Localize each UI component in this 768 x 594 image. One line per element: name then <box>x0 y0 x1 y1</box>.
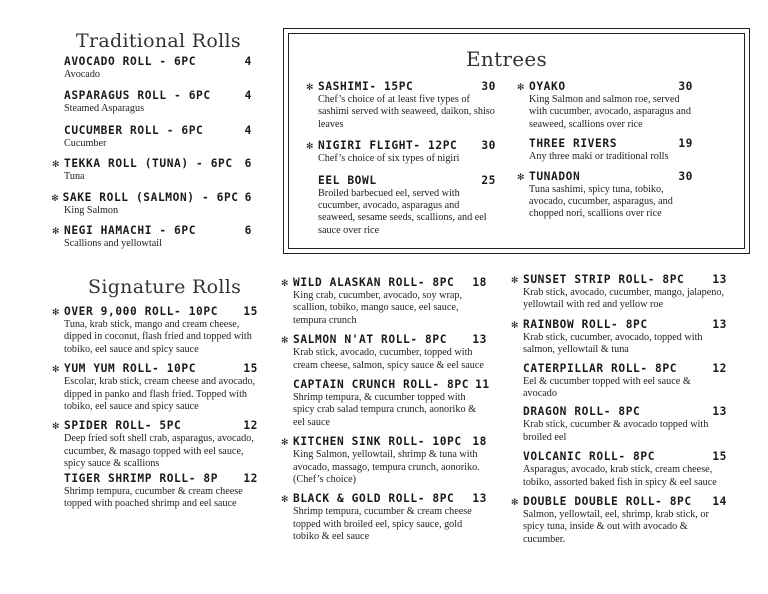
menu-item-header <box>517 169 693 184</box>
signature-col2-list <box>281 275 490 544</box>
menu-item-description: Shrimp tempura, cucumber & cream cheese topped with broiled eel, spicy sauce, gold tobiko & eel sauce <box>293 506 472 543</box>
menu-item-header <box>511 494 727 509</box>
menu-item <box>293 377 490 429</box>
asterisk-star-icon: ✻ <box>517 80 525 93</box>
menu-item-price: 6 <box>244 157 252 171</box>
menu-item-header <box>64 123 252 138</box>
menu-item-price: 14 <box>712 495 727 509</box>
menu-item <box>281 491 487 543</box>
menu-item <box>318 173 496 238</box>
menu-item-description: Krab stick, cucumber, avocado, topped with salmon, yellowtail & tuna <box>523 331 703 356</box>
menu-item-header <box>523 404 727 419</box>
asterisk-star-icon: ✻ <box>306 80 314 93</box>
menu-item-description: Eel & cucumber topped with eel sauce & avocado <box>523 375 691 400</box>
menu-item-name: OYAKO <box>529 80 566 93</box>
asterisk-star-icon: ✻ <box>281 333 289 347</box>
menu-item-name: TUNADON <box>529 169 581 183</box>
menu-item-header <box>64 471 258 486</box>
menu-item-price: 30 <box>678 169 693 183</box>
menu-item-price: 30 <box>481 80 496 93</box>
menu-item <box>523 449 727 489</box>
traditional-rolls-title: Traditional Rolls <box>76 30 241 52</box>
signature-col3-list <box>511 272 727 546</box>
menu-item-header <box>64 88 252 103</box>
menu-item-description: Any three maki or traditional rolls <box>529 151 669 163</box>
menu-item <box>64 54 252 81</box>
asterisk-star-icon: ✻ <box>52 305 60 318</box>
menu-item <box>281 434 487 486</box>
menu-item-price: 18 <box>472 276 487 289</box>
asterisk-star-icon: ✻ <box>511 273 519 286</box>
menu-item-price: 13 <box>712 405 727 419</box>
menu-item-name: SAKE ROLL (SALMON) - 6PC <box>62 190 239 204</box>
menu-item-price: 6 <box>244 190 252 204</box>
asterisk-star-icon: ✻ <box>511 495 519 509</box>
menu-item-name: BLACK & GOLD ROLL- 8PC <box>293 492 455 506</box>
menu-item-description: King Salmon and salmon roe, served with cucumber, avocado, asparagus and seaweed, scallions over rice <box>529 94 691 130</box>
asterisk-star-icon: ✻ <box>281 435 289 449</box>
asterisk-star-icon: ✻ <box>52 362 60 376</box>
traditional-rolls-list <box>51 54 252 250</box>
menu-item-description: King Salmon, yellowtail, shrimp & tuna with avocado, massago, tempura crunch, aonoriko. (Chef’s choice) <box>293 449 480 486</box>
menu-item-name: RAINBOW ROLL- 8PC <box>523 317 648 331</box>
menu-item <box>52 304 258 356</box>
menu-item-name: SASHIMI- 15PC <box>318 80 414 93</box>
menu-item-header <box>281 275 487 290</box>
menu-item-price: 30 <box>678 80 693 93</box>
menu-item-name: SPIDER ROLL- 5PC <box>64 419 182 433</box>
menu-item-price: 13 <box>712 273 727 286</box>
menu-item-header <box>306 138 496 153</box>
menu-item <box>64 88 252 115</box>
menu-item-header <box>517 79 693 94</box>
menu-item-description: Escolar, krab stick, cream cheese and avocado, dipped in panko and flash fried. Topped with tobiko, eel sauce and spicy sauce <box>64 376 256 413</box>
menu-item-name: VOLCANIC ROLL- 8PC <box>523 450 656 464</box>
menu-item-header <box>52 223 252 238</box>
menu-item-header <box>293 377 490 392</box>
entrees-title: Entrees <box>466 47 548 71</box>
menu-item-name: EEL BOWL <box>318 173 377 187</box>
menu-item-price: 15 <box>712 450 727 464</box>
menu-item-header <box>52 418 258 433</box>
menu-item-name: THREE RIVERS <box>529 137 618 151</box>
menu-item-price: 15 <box>243 305 258 318</box>
menu-item-description: Krab stick, cucumber & avocado topped with broiled eel <box>523 419 709 443</box>
menu-item-header <box>281 434 487 449</box>
menu-item-price: 25 <box>481 173 496 187</box>
menu-item <box>306 138 496 165</box>
menu-item-price: 12 <box>243 419 258 433</box>
menu-item-description: Krab stick, avocado, cucumber, topped with cream cheese, salmon, spicy sauce & eel sauce <box>293 347 484 371</box>
asterisk-star-icon: ✻ <box>52 157 60 171</box>
menu-item <box>511 317 727 357</box>
menu-item-name: DRAGON ROLL- 8PC <box>523 405 641 419</box>
menu-item-description: King Salmon <box>64 204 119 216</box>
menu-item-price: 6 <box>244 224 252 238</box>
menu-item <box>64 471 258 511</box>
menu-item-name: SALMON N'AT ROLL- 8PC <box>293 333 448 347</box>
menu-item <box>523 404 727 444</box>
menu-item <box>511 494 727 546</box>
signature-rolls-title: Signature Rolls <box>88 276 242 298</box>
menu-item-name: TIGER SHRIMP ROLL- 8P <box>64 471 219 485</box>
menu-item-header <box>281 491 487 506</box>
menu-item-description: Deep fried soft shell crab, asparagus, avocado, cucumber, & masago topped with eel sauce, spicy sauce & scallions <box>64 433 254 470</box>
entrees-right-list <box>517 79 693 221</box>
menu-item <box>52 156 252 183</box>
asterisk-star-icon: ✻ <box>306 139 314 153</box>
menu-item-price: 4 <box>244 123 252 137</box>
menu-item-price: 13 <box>712 317 727 331</box>
menu-item-description: Shrimp tempura, cucumber & cream cheese topped with poached shrimp and eel sauce <box>64 485 243 510</box>
menu-item-price: 13 <box>472 333 487 347</box>
menu-item-description: Cucumber <box>64 137 107 149</box>
menu-item-header <box>511 272 727 287</box>
menu-item-name: SUNSET STRIP ROLL- 8PC <box>523 273 685 286</box>
menu-item-price: 12 <box>243 471 258 485</box>
menu-item-description: Steamed Asparagus <box>64 103 145 115</box>
menu-item <box>523 361 727 401</box>
menu-item-price: 4 <box>244 89 252 103</box>
menu-item-name: DOUBLE DOUBLE ROLL- 8PC <box>523 495 692 509</box>
menu-item-name: AVOCADO ROLL - 6PC <box>64 55 197 68</box>
menu-item-description: Asparagus, avocado, krab stick, cream cheese, tobiko, assorted baked fish in spicy & eel sauce <box>523 464 717 488</box>
menu-item <box>511 272 727 312</box>
menu-item-header <box>529 136 693 151</box>
menu-item-header <box>511 317 727 332</box>
menu-item-price: 30 <box>481 139 496 153</box>
menu-item-header <box>52 156 252 171</box>
menu-item-price: 13 <box>472 492 487 506</box>
menu-item-price: 19 <box>678 137 693 151</box>
menu-item-header <box>523 449 727 464</box>
menu-item-name: CATERPILLAR ROLL- 8PC <box>523 361 678 375</box>
asterisk-star-icon: ✻ <box>281 492 289 506</box>
menu-item-name: CUCUMBER ROLL - 6PC <box>64 123 204 137</box>
menu-item-description: Tuna <box>64 171 85 183</box>
menu-item <box>51 190 252 217</box>
menu-item-header <box>523 361 727 376</box>
menu-item <box>52 223 252 250</box>
menu-item-name: TEKKA ROLL (TUNA) - 6PC <box>64 157 233 171</box>
menu-item-header <box>64 54 252 69</box>
menu-item-header <box>51 190 252 205</box>
menu-item-description: Shrimp tempura, & cucumber topped with spicy crab salad tempura crunch, aonoriko & eel sauce <box>293 392 477 428</box>
menu-item-name: NIGIRI FLIGHT- 12PC <box>318 139 458 153</box>
menu-item <box>281 275 487 327</box>
menu-item <box>306 79 496 131</box>
menu-item <box>517 79 693 131</box>
menu-item <box>64 123 252 150</box>
asterisk-star-icon: ✻ <box>52 224 60 238</box>
asterisk-star-icon: ✻ <box>52 419 60 433</box>
menu-item-header <box>318 173 496 188</box>
entrees-left-list <box>306 79 496 237</box>
menu-item-name: WILD ALASKAN ROLL- 8PC <box>293 276 455 289</box>
menu-item-description: Salmon, yellowtail, eel, shrimp, krab stick, or spicy tuna, inside & out with avocado & cucumber. <box>523 509 709 545</box>
menu-item <box>281 332 487 372</box>
menu-item-header <box>52 361 258 376</box>
menu-item-header <box>281 332 487 347</box>
menu-item-description: Tuna, krab stick, mango and cream cheese, dipped in coconut, flash fried and topped with tobiko, eel sauce and spicy sauce <box>64 319 252 355</box>
signature-col1-list <box>52 304 258 510</box>
menu-item-price: 18 <box>472 435 487 449</box>
menu-item-description: Chef’s choice of at least five types of sashimi served with seaweed, daikon, shiso leaves <box>318 94 495 130</box>
menu-item-description: Krab stick, avocado, cucumber, mango, jalapeno, yellowtail with red and yellow roe <box>523 287 725 311</box>
menu-item-name: YUM YUM ROLL- 10PC <box>64 362 197 376</box>
menu-item-price: 15 <box>243 362 258 376</box>
menu-item-name: OVER 9,000 ROLL- 10PC <box>64 305 219 318</box>
menu-item-name: KITCHEN SINK ROLL- 10PC <box>293 435 462 449</box>
asterisk-star-icon: ✻ <box>51 190 59 204</box>
menu-item-header <box>306 79 496 94</box>
menu-item-name: ASPARAGUS ROLL - 6PC <box>64 89 211 103</box>
menu-item-description: Chef’s choice of six types of nigiri <box>318 153 460 165</box>
menu-item-description: Avocado <box>64 69 101 80</box>
menu-item-price: 4 <box>244 55 252 68</box>
menu-item-price: 11 <box>475 378 490 392</box>
menu-item-description: King crab, cucumber, avocado, soy wrap, scallion, tobiko, mango sauce, eel sauce, tempura crunch <box>293 290 463 326</box>
menu-item-name: CAPTAIN CRUNCH ROLL- 8PC <box>293 378 470 392</box>
asterisk-star-icon: ✻ <box>281 276 289 289</box>
asterisk-star-icon: ✻ <box>511 317 519 331</box>
menu-item-description: Tuna sashimi, spicy tuna, tobiko, avocado, cucumber, asparagus, and chopped nori, scallions over rice <box>529 183 673 220</box>
menu-item-description: Scallions and yellowtail <box>64 238 162 250</box>
menu-item-price: 12 <box>712 361 727 375</box>
menu-item-name: NEGI HAMACHI - 6PC <box>64 224 197 238</box>
menu-item-description: Broiled barbecued eel, served with cucumber, avocado, asparagus and seaweed, sesame seeds, scallions, and eel sauce over rice <box>318 187 487 236</box>
menu-item-header <box>52 304 258 319</box>
menu-item <box>52 361 258 413</box>
menu-item <box>517 169 693 221</box>
asterisk-star-icon: ✻ <box>517 169 525 183</box>
menu-item <box>529 136 693 163</box>
menu-item <box>52 418 258 470</box>
